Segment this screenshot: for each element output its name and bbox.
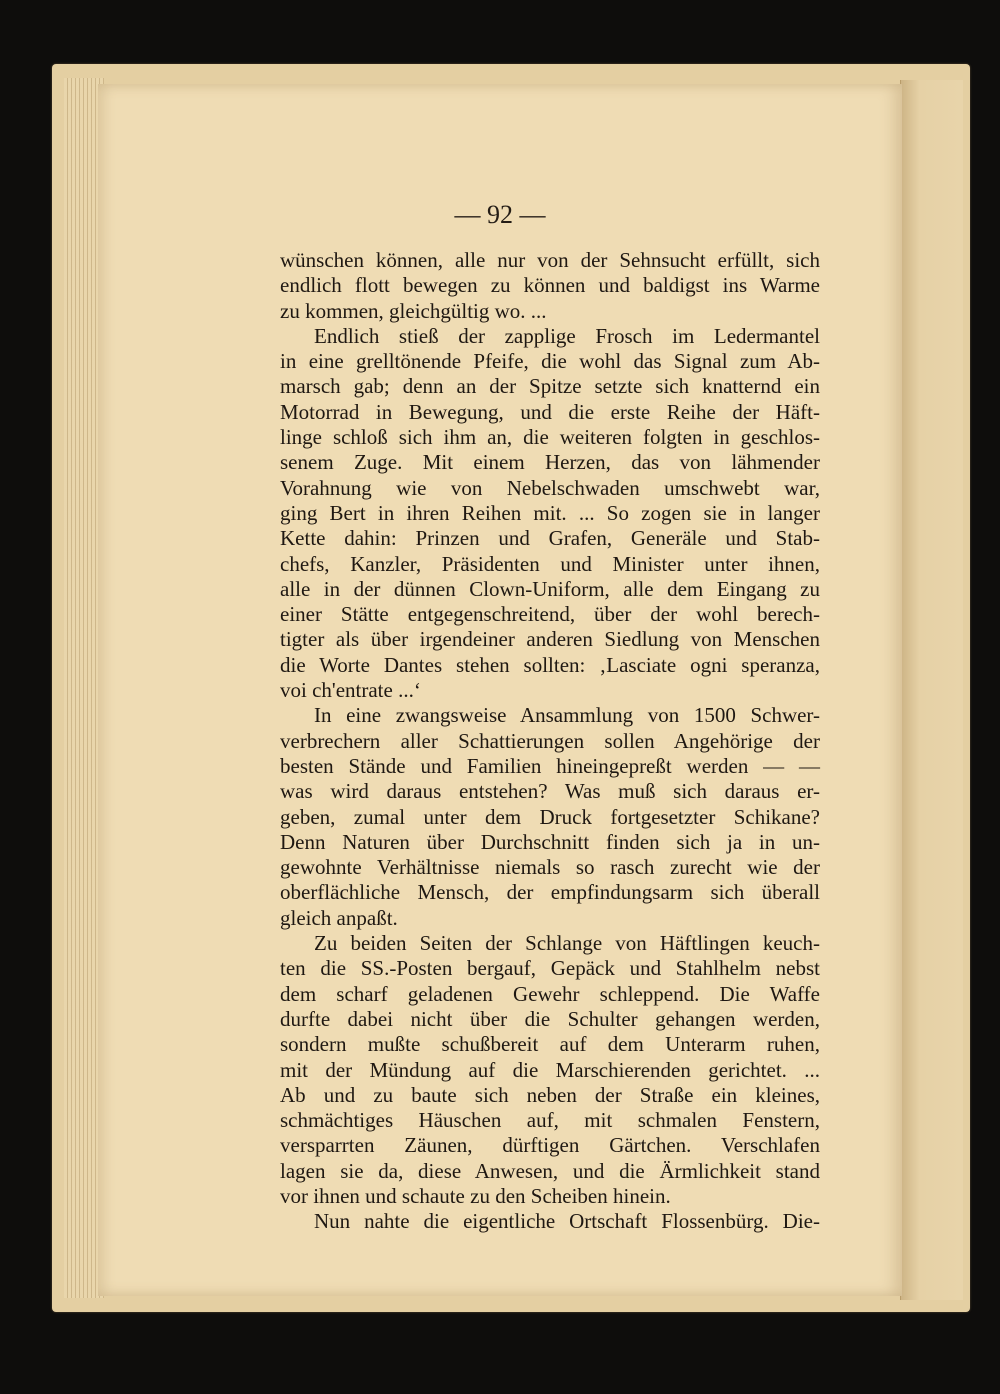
text-line: oberflächliche Mensch, der empfindungsarm sich überall [280,880,820,905]
text-line: Ab und zu baute sich neben der Straße ein kleines, [280,1082,820,1107]
text-line: linge schloß sich ihm an, die weiteren folgten in geschlos- [280,425,820,450]
text-line: endlich flott bewegen zu können und baldigst ins Warme [280,273,820,298]
text-line: Denn Naturen über Durchschnitt finden sich ja in un- [280,829,820,854]
text-line: vor ihnen und schaute zu den Scheiben hinein. [280,1183,671,1208]
text-line: tigter als über irgendeiner anderen Siedlung von Menschen [280,627,820,652]
text-line: ging Bert in ihren Reihen mit. ... So zogen sie in langer [280,500,820,525]
text-line: sondern mußte schußbereit auf dem Unterarm ruhen, [280,1032,820,1057]
text-line: gewohnte Verhältnisse niemals so rasch zurecht wie der [280,855,820,880]
text-line: mit der Mündung auf die Marschierenden gerichtet. ... [280,1057,820,1082]
text-line: besten Stände und Familien hineingepreßt werden — — [280,753,820,778]
text-line: zu kommen, gleichgültig wo. ... [280,298,547,323]
text-line: alle in der dünnen Clown-Uniform, alle dem Eingang zu [280,576,820,601]
text-line: voi ch'entrate ...‘ [280,678,421,703]
text-line: durfte dabei nicht über die Schulter gehangen werden, [280,1006,820,1031]
right-page-leaf [900,80,963,1300]
text-line: dem scharf geladenen Gewehr schleppend. Die Waffe [280,981,820,1006]
text-line: lagen sie da, diese Anwesen, und die Ärmlichkeit stand [280,1158,820,1183]
text-line: gleich anpaßt. [280,905,398,930]
text-line: geben, zumal unter dem Druck fortgesetzter Schikane? [280,804,820,829]
text-line: Motorrad in Bewegung, und die erste Reihe der Häft- [280,399,820,424]
text-line: Zu beiden Seiten der Schlange von Häftlingen keuch- [314,931,820,956]
text-line: In eine zwangsweise Ansammlung von 1500 Schwer- [314,703,820,728]
text-line: verbrechern aller Schattierungen sollen Angehörige der [280,728,820,753]
body-text [280,248,820,1235]
text-line: Kette dahin: Prinzen und Grafen, Generäle und Stab- [280,526,820,551]
text-line: Vorahnung wie von Nebelschwaden umschwebt war, [280,475,820,500]
text-line: senem Zuge. Mit einem Herzen, das von lähmender [280,450,820,475]
text-line: die Worte Dantes stehen sollten: ‚Lasciate ogni speranza, [280,652,820,677]
text-line: in eine grelltönende Pfeife, die wohl das Signal zum Ab- [280,349,820,374]
text-line: was wird daraus entstehen? Was muß sich daraus er- [280,779,820,804]
text-line: marsch gab; denn an der Spitze setzte sich knatternd ein [280,374,820,399]
text-line: schmächtiges Häuschen auf, mit schmalen Fenstern, [280,1108,820,1133]
text-line: wünschen können, alle nur von der Sehnsucht erfüllt, sich [280,248,820,272]
text-line: einer Stätte entgegenschreitend, über der wohl berech- [280,602,820,627]
text-line: versparrten Zäunen, dürftigen Gärtchen. Verschlafen [280,1133,820,1158]
text-line: Nun nahte die eigentliche Ortschaft Flossenbürg. Die- [314,1209,820,1234]
text-line: Endlich stieß der zapplige Frosch im Ledermantel [314,323,820,348]
page-number: — 92 — [454,200,546,229]
text-line: chefs, Kanzler, Präsidenten und Minister unter ihnen, [280,551,820,576]
text-line: ten die SS.-Posten bergauf, Gepäck und Stahlhelm nebst [280,956,820,981]
